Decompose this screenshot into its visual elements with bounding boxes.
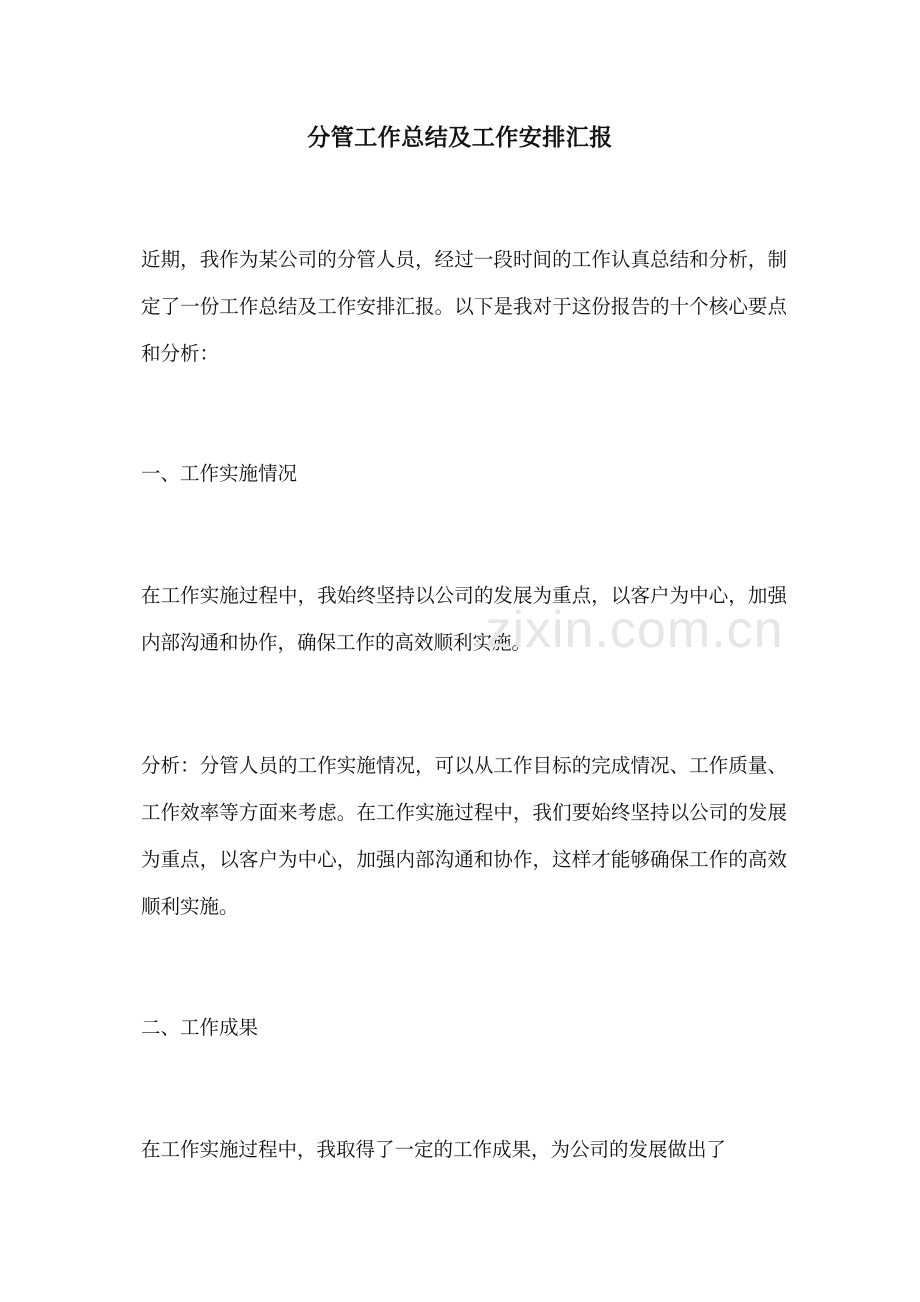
intro-paragraph: 近期，我作为某公司的分管人员，经过一段时间的工作认真总结和分析，制定了一份工作总结及工作安排汇报。以下是我对于这份报告的十个核心要点和分析： [141,248,787,365]
paragraph-implementation: 在工作实施过程中，我始终坚持以公司的发展为重点，以客户为中心，加强内部沟通和协作，确保工作的高效顺利实施。 [141,584,787,654]
paragraph-results: 在工作实施过程中，我取得了一定的工作成果，为公司的发展做出了 [141,1138,727,1161]
document-title: 分管工作总结及工作安排汇报 [307,124,613,151]
section-heading-1: 一、工作实施情况 [141,462,298,485]
paragraph-analysis: 分析：分管人员的工作实施情况，可以从工作目标的完成情况、工作质量、工作效率等方面来考虑。在工作实施过程中，我们要始终坚持以公司的发展为重点，以客户为中心，加强内部沟通和协作，这样才能够确保工作的高效顺利实施。 [141,754,787,918]
watermark: .zixin.com.cn [470,601,784,659]
section-heading-2: 二、工作成果 [141,1016,259,1039]
